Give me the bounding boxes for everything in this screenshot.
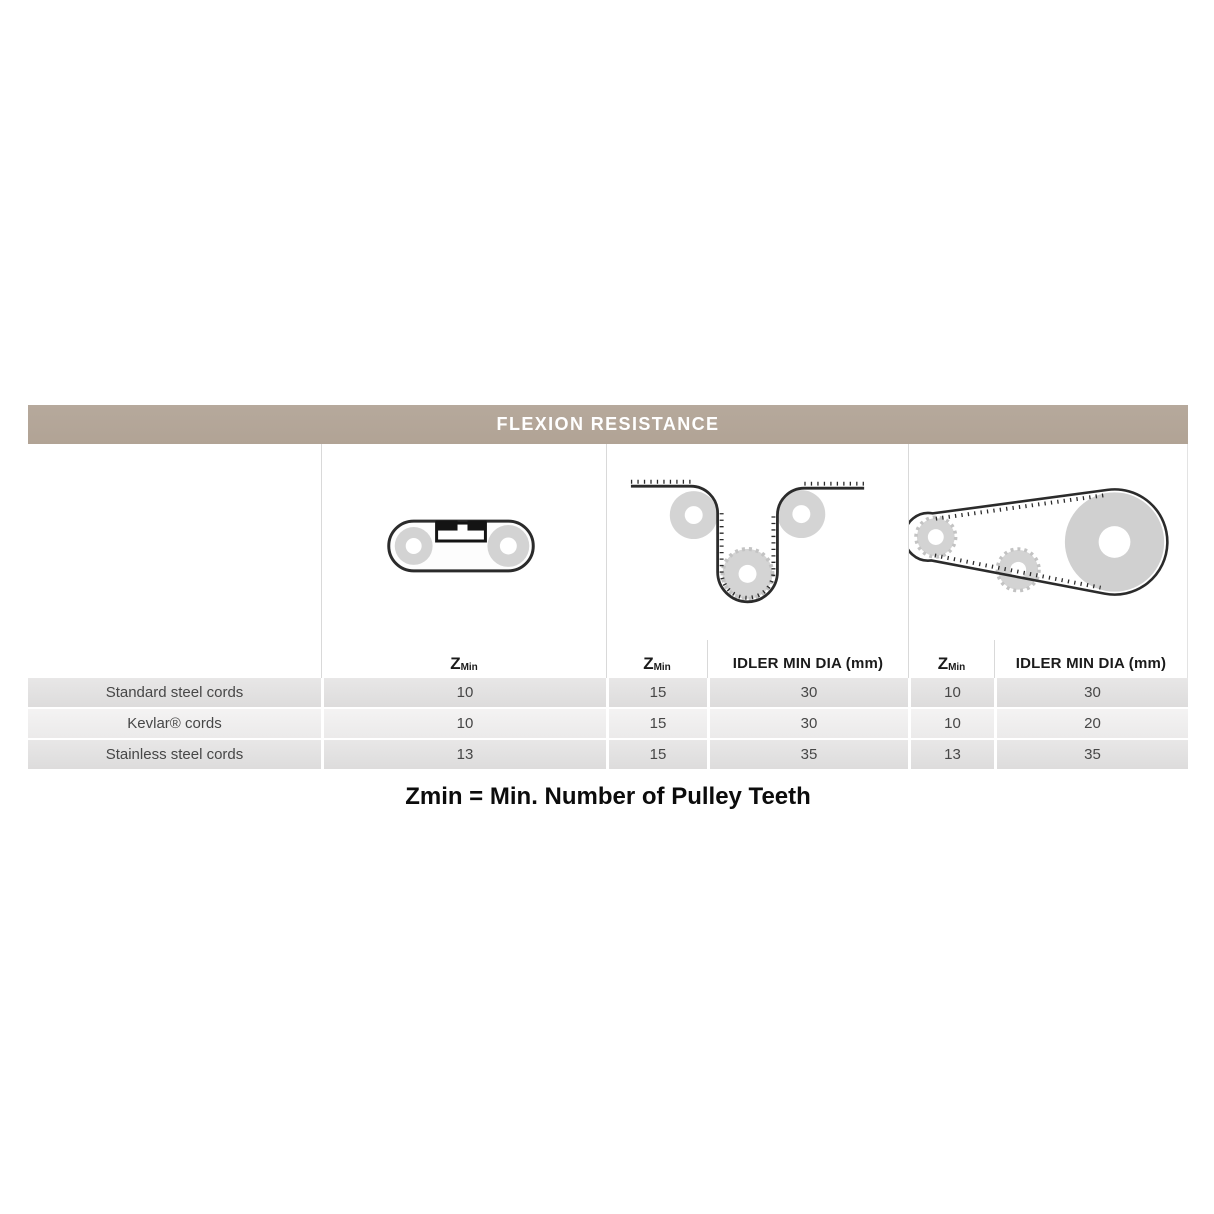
- diagram-cell-multi-pulley: [908, 444, 1188, 640]
- table-row: [28, 678, 1188, 707]
- value-cell: 10: [908, 678, 994, 707]
- col-header-zmin-1: Z $_{Min}$: [321, 640, 606, 678]
- diagram-row: [28, 444, 1188, 640]
- value-cell: 35: [994, 740, 1188, 769]
- value-cell: 10: [321, 678, 606, 707]
- title-bar: [28, 405, 1188, 444]
- value-cell: 13: [321, 740, 606, 769]
- value-cell: 30: [707, 709, 908, 738]
- value-cell: 10: [908, 709, 994, 738]
- value-cell: 20: [994, 709, 1188, 738]
- omega-drive-diagram: [607, 444, 908, 640]
- multi-pulley-drive-diagram: [909, 444, 1187, 640]
- row-label-cell: Stainless steel cords: [28, 740, 321, 769]
- col-header-empty: [28, 640, 321, 678]
- value-cell: 30: [707, 678, 908, 707]
- two-pulley-linear-drive-diagram: [322, 444, 606, 640]
- zmin-definition-caption: Zmin = Min. Number of Pulley Teeth: [405, 783, 811, 810]
- col-header-idler-2: IDLER MIN DIA (mm): [994, 640, 1188, 678]
- diagram-cell-linear: [321, 444, 606, 640]
- table-row: [28, 740, 1188, 769]
- diagram-cell-omega: [606, 444, 908, 640]
- column-header-row: [28, 640, 1188, 678]
- value-cell: 15: [606, 709, 707, 738]
- value-cell: 15: [606, 740, 707, 769]
- col-header-zmin-2: Z $_{Min}$: [606, 640, 707, 678]
- value-cell: 30: [994, 678, 1188, 707]
- row-label-cell: Kevlar® cords: [28, 709, 321, 738]
- col-header-idler-1: IDLER MIN DIA (mm): [707, 640, 908, 678]
- value-cell: 13: [908, 740, 994, 769]
- value-cell: 35: [707, 740, 908, 769]
- value-cell: 15: [606, 678, 707, 707]
- row-label-spacer: [28, 444, 321, 640]
- flexion-resistance-table: [28, 405, 1188, 811]
- table-row: [28, 709, 1188, 738]
- value-cell: 10: [321, 709, 606, 738]
- page-title: FLEXION RESISTANCE: [496, 414, 720, 434]
- row-label-cell: Standard steel cords: [28, 678, 321, 707]
- col-header-zmin-3: Z $_{Min}$: [908, 640, 994, 678]
